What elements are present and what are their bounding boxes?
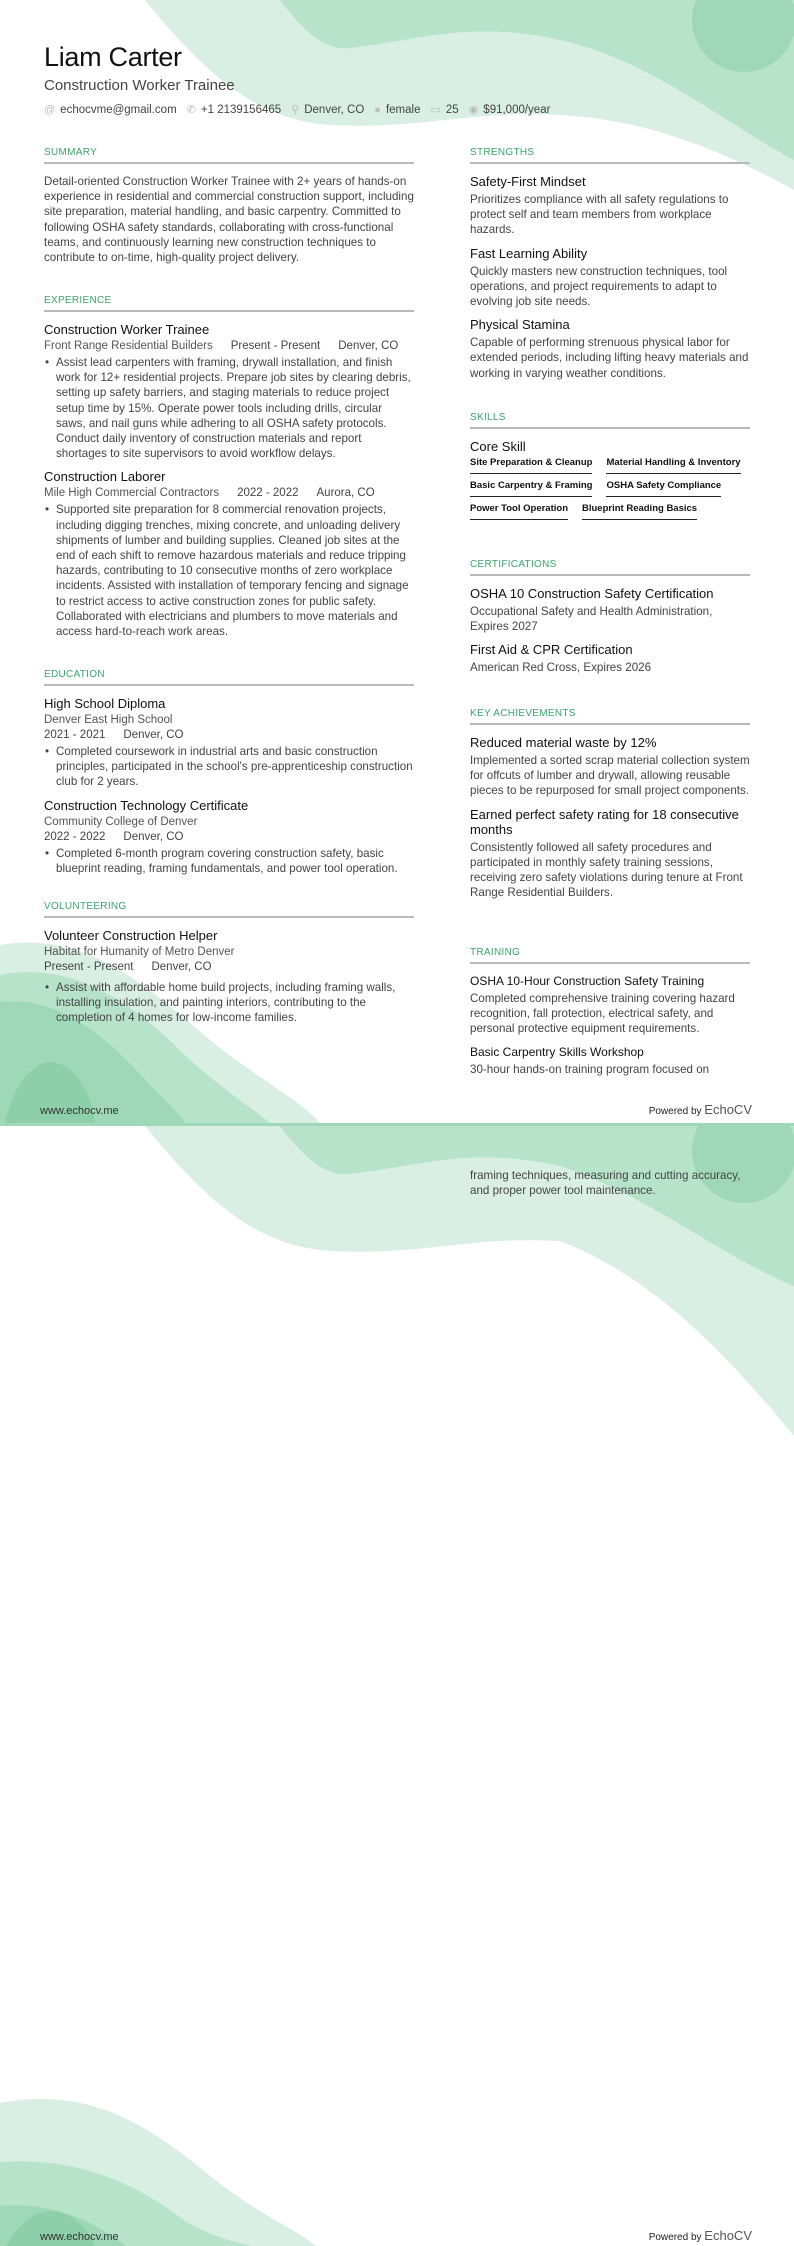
contact-phone[interactable]: ✆ +1 2139156465 bbox=[186, 104, 282, 116]
skills-section bbox=[470, 412, 750, 520]
education-section bbox=[44, 669, 414, 884]
company: Mile High Commercial Contractors bbox=[44, 487, 220, 500]
experience-section bbox=[44, 295, 414, 647]
resume-page-2 bbox=[0, 1123, 794, 2246]
job-title: Construction Laborer bbox=[44, 469, 166, 485]
role: Volunteer Construction Helper bbox=[44, 928, 218, 943]
training-title: Basic Carpentry Skills Workshop bbox=[470, 1044, 644, 1059]
footer-powered-by[interactable]: Powered by EchoCV bbox=[648, 1102, 752, 1117]
location: Denver, CO bbox=[151, 961, 212, 973]
achievement-text: Consistently followed all safety procedures and participated in monthly safety training sessions, receiving zero safety violations during tenure at Front Range Residential Builders. bbox=[470, 840, 743, 900]
brand-logo: EchoCV bbox=[704, 1102, 752, 1117]
achievement-text: Implemented a sorted scrap material collection system for offcuts of lumber and drywall, allowing reusable pieces to be repurposed for small project components. bbox=[470, 754, 750, 798]
training-title: OSHA 10-Hour Construction Safety Training bbox=[470, 974, 705, 988]
section-heading: SUMMARY bbox=[44, 147, 414, 164]
degree: High School Diploma bbox=[44, 696, 166, 711]
skill-tag: Blueprint Reading Basics bbox=[582, 503, 697, 520]
calendar-icon: ▭ bbox=[430, 104, 441, 116]
candidate-title: Construction Worker Trainee bbox=[44, 77, 235, 94]
contact-gender: ● female bbox=[374, 103, 421, 116]
organization: Habitat for Humanity of Metro Denver bbox=[44, 946, 235, 958]
achievements-section bbox=[470, 708, 750, 908]
training-continued bbox=[470, 1168, 750, 1198]
section-heading: TRAINING bbox=[470, 947, 750, 964]
skill-tag: Power Tool Operation bbox=[470, 503, 568, 520]
school: Denver East High School bbox=[44, 714, 173, 726]
contact-location: ⚲ Denver, CO bbox=[291, 104, 365, 116]
cert-text: American Red Cross, Expires 2026 bbox=[470, 661, 652, 675]
training-text: Completed comprehensive training covering hazard recognition, fall protection, electrical safety, and personal protective equipment requirements. bbox=[470, 992, 735, 1036]
location: Denver, CO bbox=[338, 340, 399, 352]
strength-text: Prioritizes compliance with all safety regulations to protect self and team members from workplace hazards. bbox=[470, 193, 729, 237]
company: Front Range Residential Builders bbox=[44, 340, 213, 352]
person-icon: ● bbox=[374, 103, 381, 116]
cert-text: Occupational Safety and Health Administration, Expires 2027 bbox=[470, 605, 713, 634]
section-heading: KEY ACHIEVEMENTS bbox=[470, 708, 750, 725]
summary-text: Detail-oriented Construction Worker Trainee with 2+ years of hands-on experience in residential and commercial construction support, including site preparation, material handling, and basic carpentry. Committed to following OSHA safety standards, collaborating with cross-functional teams, and continuously learning new construction techniques to contribute to on-time, high-quality project delivery. bbox=[44, 175, 414, 265]
section-heading: SKILLS bbox=[470, 412, 750, 429]
contact-salary: ◉ $91,000/year bbox=[468, 104, 551, 116]
dates: 2021 - 2021 bbox=[44, 729, 106, 741]
contact-age: ▭ 25 bbox=[430, 104, 459, 116]
skill-tag: OSHA Safety Compliance bbox=[606, 480, 721, 497]
achievement-title: Earned perfect safety rating for 18 consecutive months bbox=[470, 806, 739, 837]
bullet: • Completed 6-month program covering construction safety, basic blueprint reading, framing fundamentals, and power tool operation. bbox=[44, 846, 414, 876]
training-text-continued: framing techniques, measuring and cutting accuracy, and proper power tool maintenance. bbox=[470, 1169, 741, 1198]
location: Aurora, CO bbox=[316, 487, 375, 500]
experience-item bbox=[44, 322, 414, 461]
summary-section bbox=[44, 147, 414, 265]
bullet: • Assist with affordable home build projects, including framing walls, installing insulation, and painting interiors, contributing to the completion of 4 homes for low-income families. bbox=[44, 980, 414, 1026]
at-icon: @ bbox=[44, 103, 56, 116]
phone-icon: ✆ bbox=[186, 104, 196, 116]
skill-tag: Material Handling & Inventory bbox=[606, 457, 740, 474]
job-title: Construction Worker Trainee bbox=[44, 322, 210, 337]
skill-tag: Site Preparation & Cleanup bbox=[470, 457, 592, 474]
section-heading: VOLUNTEERING bbox=[44, 901, 414, 918]
dates: Present - Present bbox=[44, 961, 134, 973]
strength-title: Safety-First Mindset bbox=[470, 174, 586, 189]
location: Denver, CO bbox=[123, 729, 184, 741]
strength-title: Fast Learning Ability bbox=[470, 245, 588, 261]
skill-tag: Basic Carpentry & Framing bbox=[470, 480, 592, 497]
contact-info bbox=[44, 103, 550, 116]
strength-text: Capable of performing strenuous physical labor for extended periods, including lifting heavy materials and working in varying weather conditions. bbox=[470, 336, 749, 380]
footer-powered-by[interactable]: Powered by EchoCV bbox=[648, 2228, 752, 2243]
dates: Present - Present bbox=[230, 340, 321, 352]
experience-item bbox=[44, 469, 414, 639]
location-icon: ⚲ bbox=[291, 104, 300, 116]
footer-site-link[interactable]: www.echocv.me bbox=[40, 2231, 119, 2243]
skill-group-title: Core Skill bbox=[470, 439, 526, 454]
cert-title: OSHA 10 Construction Safety Certification bbox=[470, 586, 714, 601]
bullet: • Supported site preparation for 8 commercial renovation projects, including digging trenches, mixing concrete, and unloading delivery shipments of lumber and building supplies. Cleaned job sites at the end of each shift to remove hazardous materials and reduce tripping hazards, contributing to 10 consecutive months of zero workplace incidents. Assisted with installation of temporary fencing and signage to restrict access to active construction zones for public safety. Collaborated with electricians and plumbers to move materials and access hard-to-reach work areas. bbox=[44, 502, 414, 639]
training-section bbox=[470, 947, 750, 1085]
achievement-title: Reduced material waste by 12% bbox=[470, 735, 657, 750]
education-item bbox=[44, 798, 414, 876]
section-heading: EDUCATION bbox=[44, 669, 414, 686]
strength-text: Quickly masters new construction techniques, tool operations, and project requirements to adapt to evolving job site needs. bbox=[470, 264, 728, 309]
certifications-section bbox=[470, 559, 750, 684]
volunteering-item bbox=[44, 928, 414, 1026]
volunteering-section bbox=[44, 901, 414, 1034]
school: Community College of Denver bbox=[44, 815, 198, 828]
coin-icon: ◉ bbox=[468, 104, 479, 116]
footer-site-link[interactable]: www.echocv.me bbox=[40, 1105, 119, 1117]
strength-title: Physical Stamina bbox=[470, 317, 570, 333]
section-heading: STRENGTHS bbox=[470, 147, 750, 164]
contact-email[interactable]: @ echocvme@gmail.com bbox=[44, 103, 177, 116]
brand-logo: EchoCV bbox=[704, 2228, 752, 2243]
candidate-name: Liam Carter bbox=[44, 42, 182, 72]
dates: 2022 - 2022 bbox=[237, 487, 299, 500]
location: Denver, CO bbox=[123, 830, 184, 843]
degree: Construction Technology Certificate bbox=[44, 797, 249, 813]
strengths-section bbox=[470, 147, 750, 389]
dates: 2022 - 2022 bbox=[44, 830, 106, 843]
cert-title: First Aid & CPR Certification bbox=[470, 642, 633, 658]
bullet: • Completed coursework in industrial arts and basic construction principles, participated in the school's pre-apprenticeship construction club for 2 years. bbox=[44, 744, 414, 790]
bullet: • Assist lead carpenters with framing, drywall installation, and finish work for 12+ residential projects. Prepare job sites by clearing debris, setting up safety barriers, and staging materials to reduce project setup time by 15%. Operate power tools including drills, circular saws, and nail guns while adhering to all OSHA safety protocols. Conduct daily inventory of construction materials and report shortages to site supervisors to avoid workflow delays. bbox=[44, 355, 414, 461]
training-text: 30-hour hands-on training program focused on bbox=[470, 1062, 710, 1076]
education-item bbox=[44, 696, 414, 790]
section-heading: EXPERIENCE bbox=[44, 295, 414, 312]
section-heading: CERTIFICATIONS bbox=[470, 559, 750, 576]
